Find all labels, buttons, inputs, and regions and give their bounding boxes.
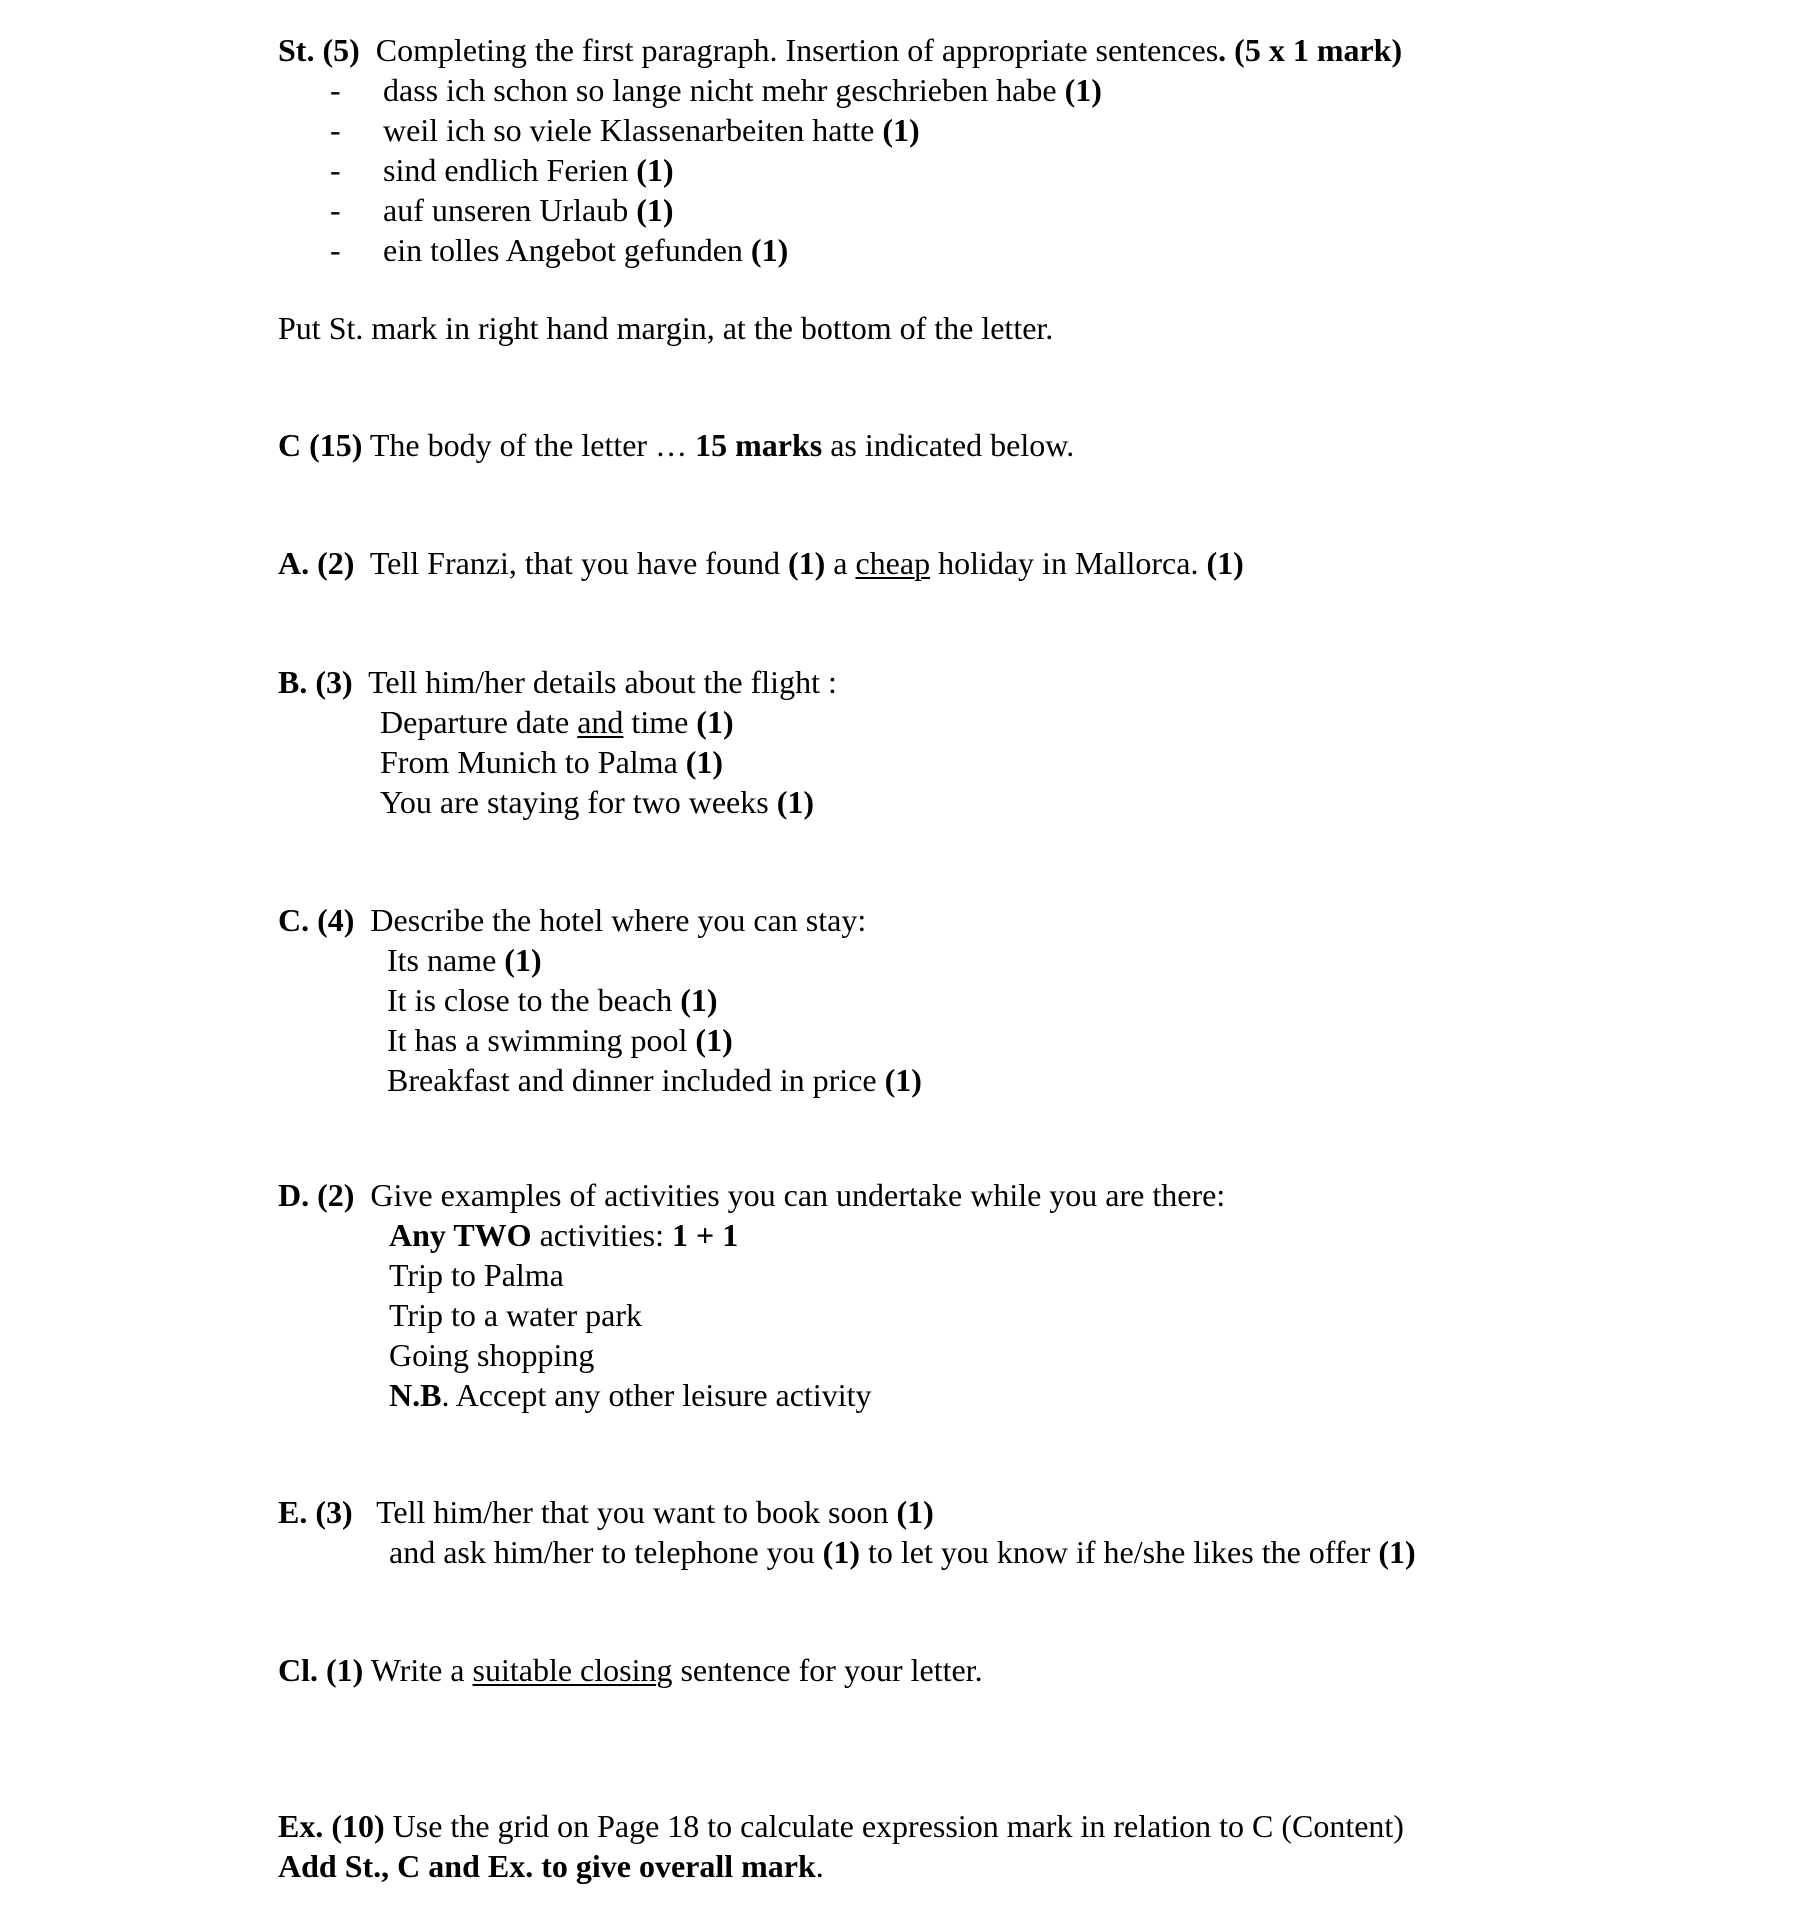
section-c-item	[387, 1020, 733, 1060]
item-text: and ask him/her to telephone you	[389, 1534, 823, 1570]
mark: (1)	[695, 1022, 733, 1058]
section-e-line	[389, 1532, 1416, 1572]
st-note: Put St. mark in right hand margin, at the bottom of the letter.	[278, 310, 1054, 346]
section-b-heading-text: Tell him/her details about the flight :	[368, 664, 837, 700]
mark: (1)	[776, 784, 814, 820]
underlined-phrase: suitable closing	[472, 1652, 673, 1688]
bullet-dash-icon: -	[330, 232, 341, 268]
mark: (1)	[1378, 1534, 1416, 1570]
mark: (1)	[504, 942, 542, 978]
st-item-mark: (1)	[1064, 72, 1102, 108]
bullet-dash-icon: -	[330, 72, 341, 108]
mark: 1 + 1	[671, 1217, 739, 1253]
item-text: sentence for your letter.	[672, 1652, 983, 1688]
item-text: From Munich to Palma	[380, 744, 686, 780]
section-b-item	[380, 782, 814, 822]
section-d-label: D. (2)	[278, 1177, 355, 1213]
st-heading	[278, 30, 1402, 70]
content-heading	[278, 425, 1074, 465]
item-text: Its name	[387, 942, 505, 978]
section-a-text: Tell Franzi, that you have found	[369, 545, 788, 581]
st-label: St. (5)	[278, 32, 360, 68]
content-label: C (15)	[278, 427, 363, 463]
section-a-text: a	[825, 545, 856, 581]
mark: (1)	[685, 744, 724, 780]
item-text: Tell him/her that you want to book soon	[376, 1494, 897, 1530]
item-text: Write a	[363, 1652, 473, 1688]
section-d-item: Trip to Palma	[389, 1257, 564, 1293]
st-item-text: weil ich so viele Klassenarbeiten hatte	[383, 112, 875, 148]
bullet-dash-icon: -	[330, 112, 341, 148]
section-a	[278, 543, 1244, 583]
st-heading-marks: (5 x 1 mark)	[1234, 32, 1403, 68]
st-item-text: dass ich schon so lange nicht mehr geschrieben habe	[383, 72, 1057, 108]
period: .	[815, 1848, 824, 1884]
section-d-note	[389, 1375, 872, 1415]
st-item-text: sind endlich Ferien	[383, 152, 629, 188]
item-text: Use the grid on Page 18 to calculate expression mark in relation to C (Content)	[384, 1808, 1404, 1844]
item-text: activities:	[531, 1217, 672, 1253]
item-text: You are staying for two weeks	[380, 784, 777, 820]
section-closing	[278, 1650, 983, 1690]
mark: (1)	[884, 1062, 922, 1098]
mark: (1)	[696, 704, 734, 740]
mark: (1)	[787, 545, 826, 581]
bullet-dash-icon: -	[330, 152, 341, 188]
item-text: Breakfast and dinner included in price	[387, 1062, 885, 1098]
section-c-heading	[278, 900, 866, 940]
section-b-heading	[278, 662, 837, 702]
st-item-text: auf unseren Urlaub	[383, 192, 629, 228]
section-b-label: B. (3)	[278, 664, 353, 700]
section-a-label: A. (2)	[278, 545, 355, 581]
content-text-after: as indicated below.	[822, 427, 1075, 463]
st-item-text: ein tolles Angebot gefunden	[383, 232, 743, 268]
section-c-label: C. (4)	[278, 902, 355, 938]
st-item-mark: (1)	[636, 152, 674, 188]
item-text: Departure date	[380, 704, 578, 740]
section-c-item	[387, 980, 718, 1020]
mark: (1)	[1206, 545, 1244, 581]
st-heading-period: .	[1218, 32, 1227, 68]
section-d-item: Going shopping	[389, 1337, 595, 1373]
section-expression-line	[278, 1806, 1404, 1846]
section-e-label: E. (3)	[278, 1494, 353, 1530]
section-d-item: Trip to a water park	[389, 1297, 642, 1333]
item-text: to let you know if he/she likes the offer	[859, 1534, 1379, 1570]
section-e-line	[278, 1492, 934, 1532]
nb-bold: N.B	[389, 1377, 442, 1413]
section-closing-label: Cl. (1)	[278, 1652, 364, 1688]
item-text: It has a swimming pool	[387, 1022, 696, 1058]
section-c-heading-text: Describe the hotel where you can stay:	[370, 902, 867, 938]
any-two-bold: Any TWO	[389, 1217, 532, 1253]
content-text: The body of the letter …	[369, 427, 696, 463]
st-item-mark: (1)	[882, 112, 920, 148]
content-marks: 15 marks	[695, 427, 823, 463]
section-d-any-two	[389, 1215, 738, 1255]
st-item-mark: (1)	[750, 232, 789, 268]
section-c-item	[387, 940, 542, 980]
mark: (1)	[822, 1534, 860, 1570]
section-d-heading	[278, 1175, 1225, 1215]
section-expression-label: Ex. (10)	[278, 1808, 385, 1844]
note-text: . Accept any other leisure activity	[441, 1377, 872, 1413]
section-b-item	[380, 702, 734, 742]
item-text: It is close to the beach	[387, 982, 681, 1018]
overall-mark-instruction	[278, 1846, 824, 1886]
section-c-item	[387, 1060, 922, 1100]
mark: (1)	[896, 1494, 934, 1530]
item-text: time	[623, 704, 697, 740]
underlined-word: and	[577, 704, 624, 740]
st-heading-text: Completing the first paragraph. Insertion of appropriate sentences	[375, 32, 1219, 68]
bullet-dash-icon: -	[330, 192, 341, 228]
section-b-item	[380, 742, 723, 782]
underlined-word: cheap	[855, 545, 931, 581]
mark: (1)	[680, 982, 718, 1018]
overall-mark-bold: Add St., C and Ex. to give overall mark	[278, 1848, 816, 1884]
section-a-text: holiday in Mallorca.	[930, 545, 1207, 581]
section-d-heading-text: Give examples of activities you can undertake while you are there:	[370, 1177, 1226, 1213]
st-item-mark: (1)	[636, 192, 674, 228]
